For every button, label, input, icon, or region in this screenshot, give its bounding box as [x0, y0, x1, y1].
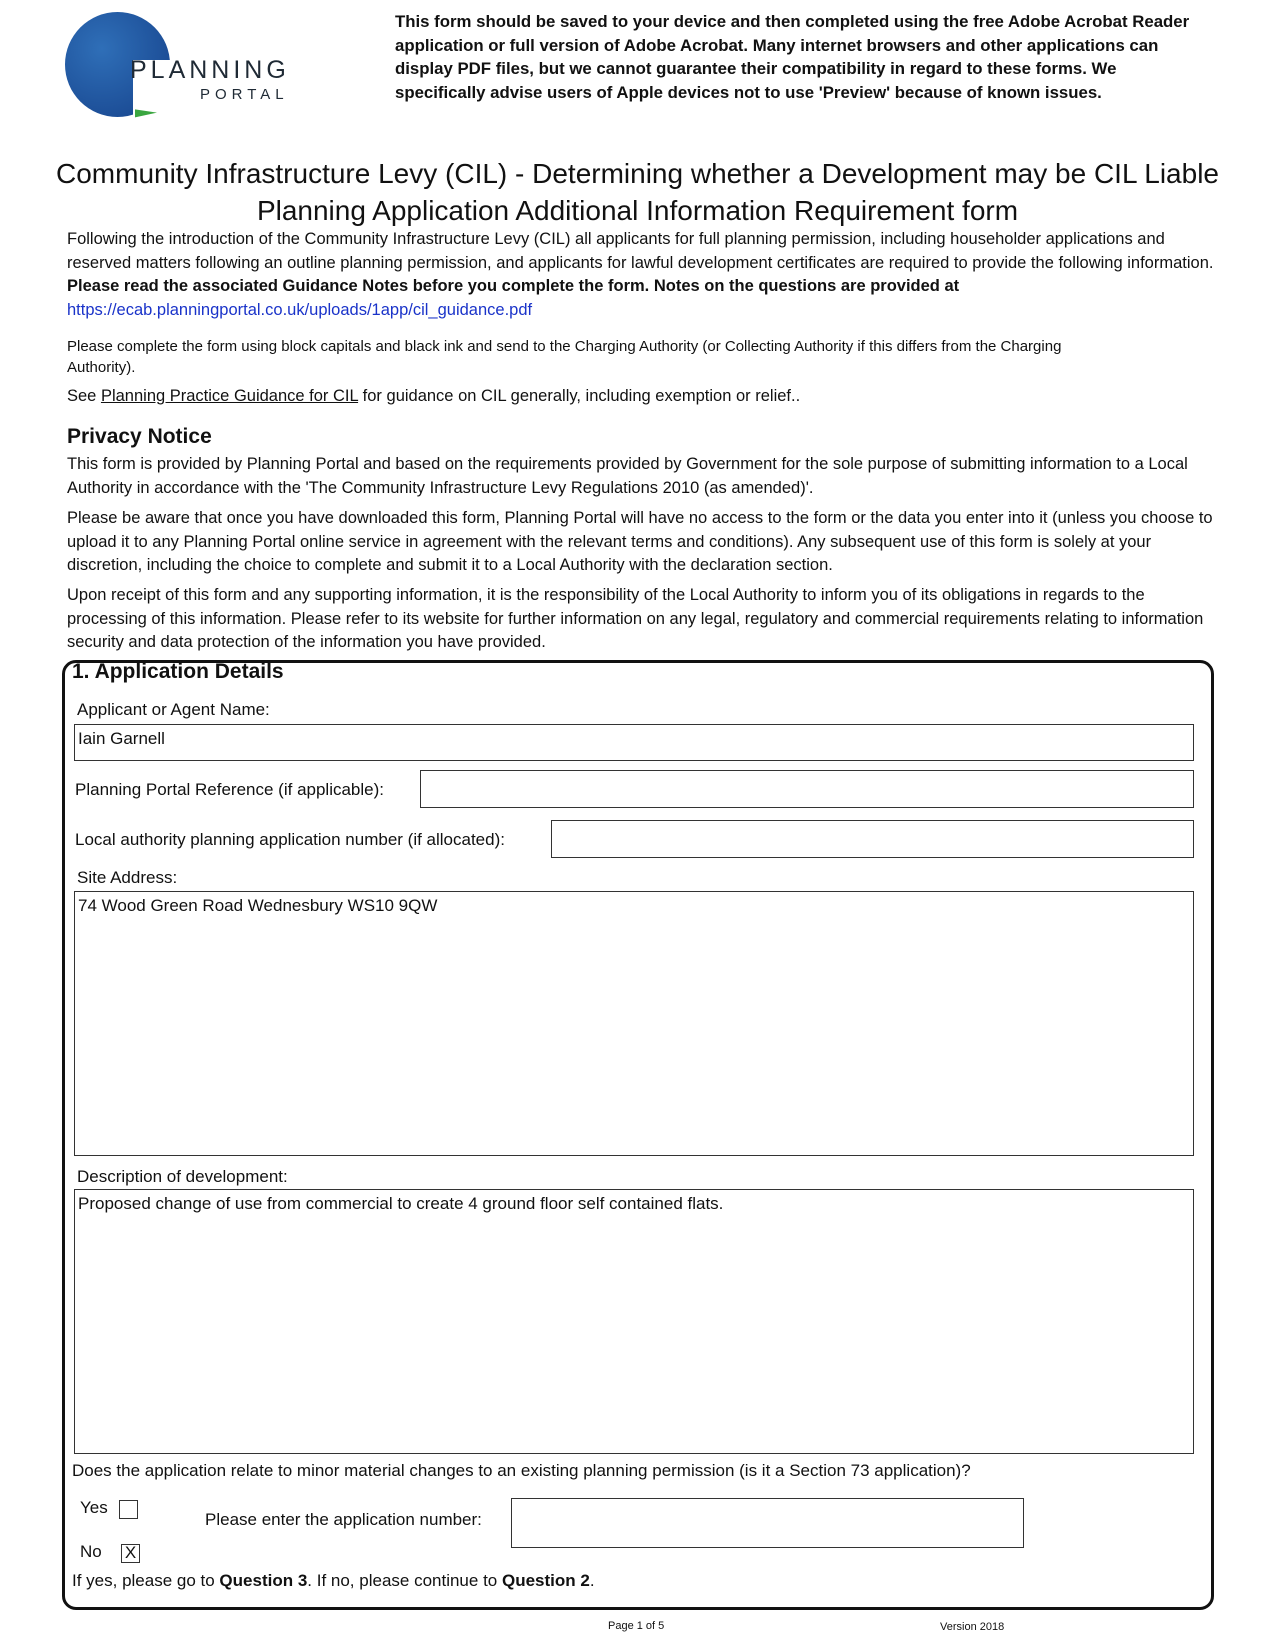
no-label: No: [80, 1542, 102, 1561]
next-q2: Question 2: [501, 1571, 590, 1590]
logo-text-portal: PORTAL: [200, 86, 289, 103]
see-prefix: See: [67, 387, 97, 405]
software-notice: This form should be saved to your device and then completed using the free Adobe Acrobat Reader application or full version of Adobe Acrobat. Many internet browsers and other applications can display PDF files, but we cannot guarantee their compatibility in regard to these forms. We specifically advise users of Apple devices not to use 'Preview' because of known issues.: [395, 12, 1190, 102]
next-step-instruction: [72, 1571, 595, 1591]
next-text-a: If yes, please go to: [72, 1571, 220, 1590]
intro-text: Following the introduction of the Community Infrastructure Levy (CIL) all applicants for full planning permission, including householder applications and reserved matters following an outline planning permission, and applicants for lawful development certificates are required to provide the following information.: [67, 230, 1214, 272]
la-number-label: Local authority planning application number (if allocated):: [75, 830, 505, 849]
planning-portal-logo: [65, 12, 305, 117]
s73-question: Does the application relate to minor material changes to an existing planning permission (is it a Section 73 application)?: [72, 1461, 971, 1480]
no-checkbox[interactable]: X: [121, 1544, 140, 1563]
app-number-label: Please enter the application number:: [205, 1510, 482, 1529]
guidance-link[interactable]: https://ecab.planningportal.co.uk/uploads/1app/cil_guidance.pdf: [67, 300, 533, 319]
description-field[interactable]: Proposed change of use from commercial to create 4 ground floor self contained flats.: [74, 1189, 1194, 1454]
description-label: Description of development:: [77, 1167, 288, 1186]
app-number-field[interactable]: [511, 1498, 1024, 1548]
next-q3: Question 3: [219, 1571, 308, 1590]
ppg-cil-link[interactable]: Planning Practice Guidance for CIL: [100, 387, 359, 405]
version: Version 2018: [940, 1621, 1005, 1633]
yes-label: Yes: [80, 1498, 108, 1517]
site-address-field[interactable]: 74 Wood Green Road Wednesbury WS10 9QW: [74, 891, 1194, 1156]
applicant-name-field[interactable]: Iain Garnell: [74, 724, 1194, 761]
see-suffix: for guidance on CIL generally, including exemption or relief..: [362, 387, 801, 405]
pp-ref-field[interactable]: [420, 770, 1194, 808]
privacy-heading: Privacy Notice: [67, 425, 212, 448]
section-title: 1. Application Details: [72, 660, 284, 683]
la-number-field[interactable]: [551, 820, 1194, 858]
yes-checkbox[interactable]: [119, 1500, 138, 1519]
applicant-label: Applicant or Agent Name:: [77, 700, 270, 719]
next-text-c: . If no, please continue to: [307, 1571, 502, 1590]
pp-ref-label: Planning Portal Reference (if applicable):: [75, 780, 385, 799]
site-address-label: Site Address:: [77, 868, 178, 887]
intro-bold: Please read the associated Guidance Notes before you complete the form. Notes on the questions are provided at: [67, 277, 960, 295]
instructions: Please complete the form using block capitals and black ink and send to the Charging Authority (or Collecting Authority if this differs from the Charging Authority).: [67, 338, 1062, 376]
privacy-p3: Upon receipt of this form and any supporting information, it is the responsibility of the Local Authority to inform you of its obligations in regards to the processing of this information. Please refer to its website for further information on any legal, regulatory and commercial requirements relating to information security and data protection of the information you have provided.: [67, 586, 1204, 651]
see-guidance-line: [67, 385, 1227, 409]
next-text-e: .: [589, 1571, 595, 1590]
form-title: Community Infrastructure Levy (CIL) - Determining whether a Development may be CIL Liable Planning Application Additional Information Requirement form: [56, 158, 1219, 226]
privacy-p1: This form is provided by Planning Portal and based on the requirements provided by Government for the sole purpose of submitting information to a Local Authority in accordance with the 'The Community Infrastructure Levy Regulations 2010 (as amended)'.: [67, 455, 1188, 497]
page-number: Page 1 of 5: [608, 1620, 665, 1632]
privacy-p2: Please be aware that once you have downloaded this form, Planning Portal will have no access to the form or the data you enter into it (unless you choose to upload it to any Planning Portal online service in agreement with the relevant terms and conditions). Any subsequent use of this form is solely at your discretion, including the choice to complete and submit it to a Local Authority with the declaration section.: [67, 509, 1213, 574]
intro-paragraph: [67, 228, 1227, 322]
logo-text-planning: PLANNING: [130, 56, 290, 84]
